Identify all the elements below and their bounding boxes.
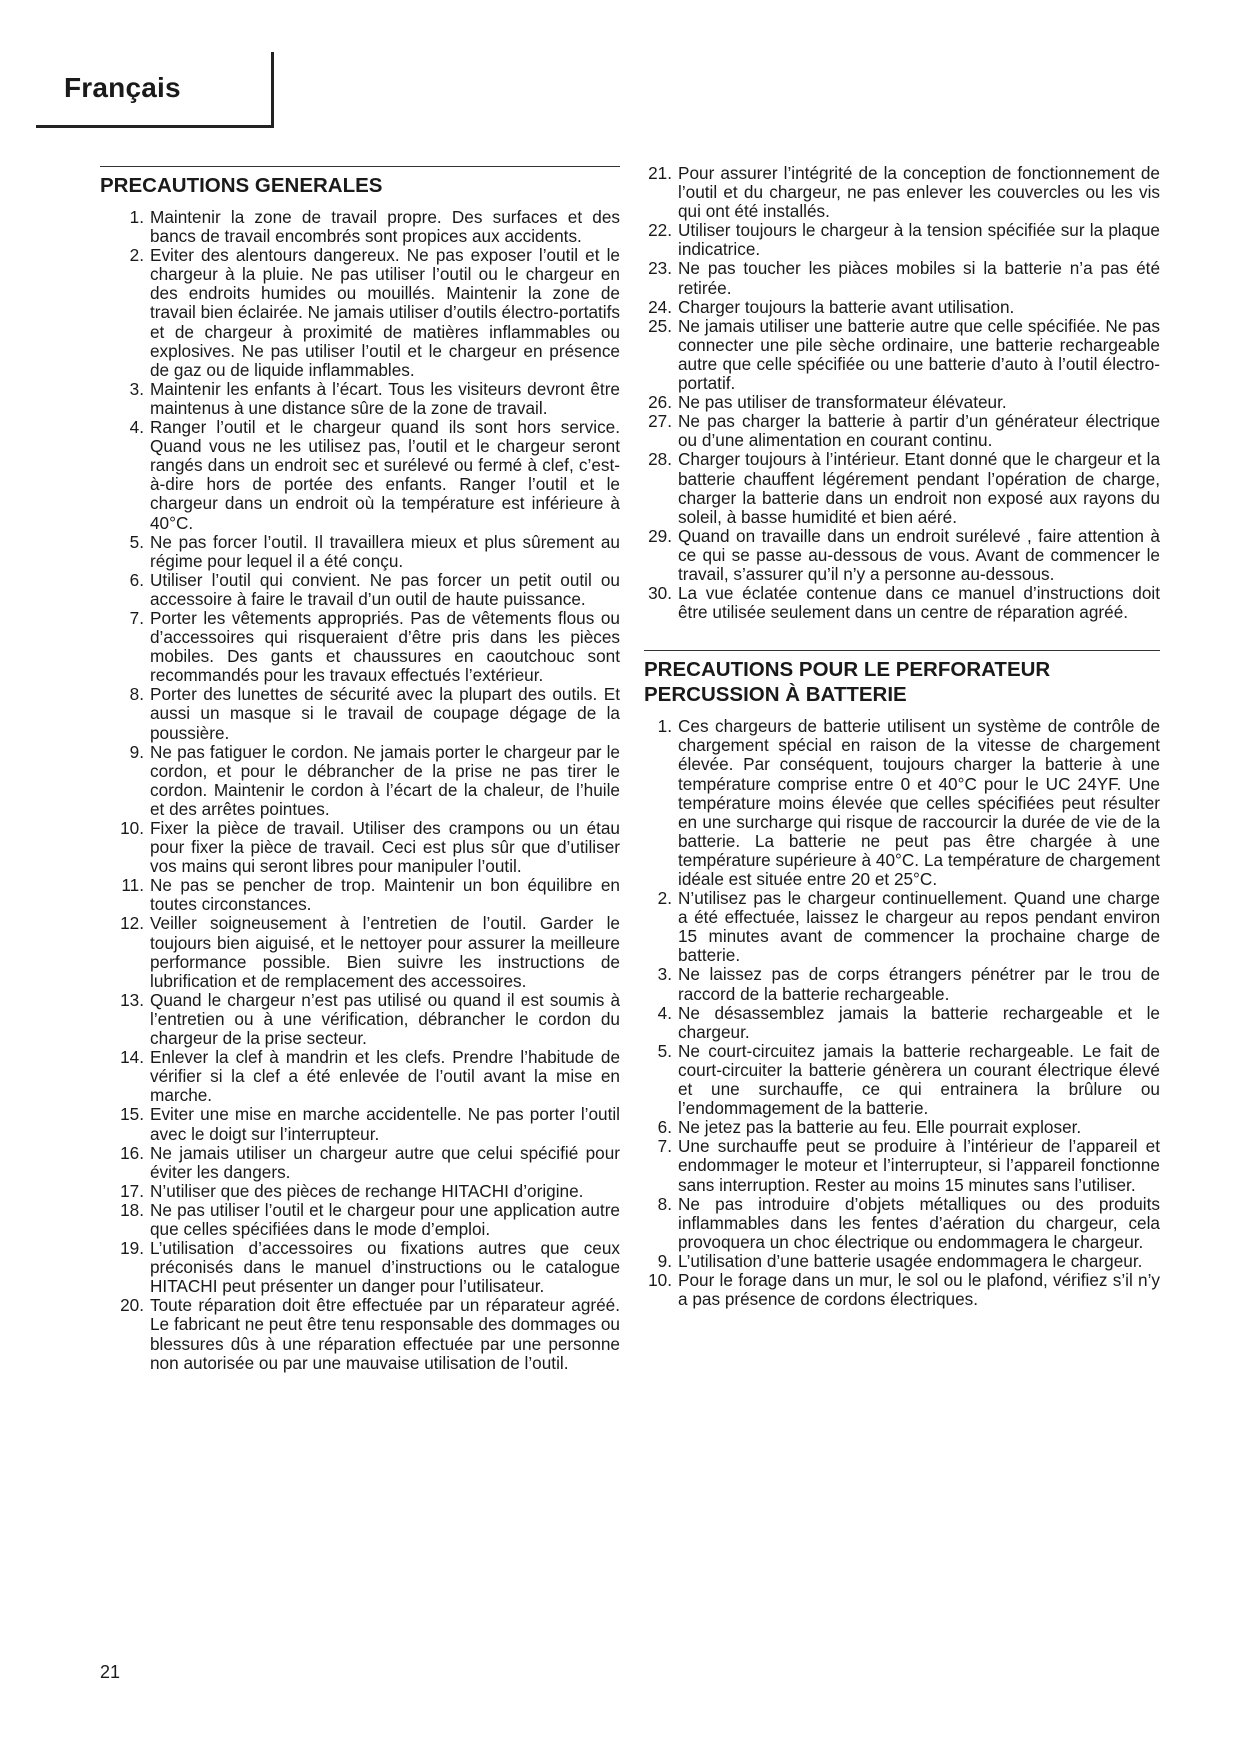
item-text: Utiliser toujours le chargeur à la tension spécifiée sur la plaque indicatrice. bbox=[678, 220, 1160, 260]
item-text: Ne jamais utiliser une batterie autre que celle spécifiée. Ne pas connecter une pile sèche ordinaire, une batterie rechargeable autre que celle spécifiée ou une batterie d’auto à l’outil électro- portatif. bbox=[678, 315, 1160, 394]
item-number: 29. bbox=[648, 525, 672, 546]
item-text: Ne jamais utiliser un chargeur autre que celui spécifié pour éviter les dangers. bbox=[150, 1142, 620, 1182]
item-text: Quand on travaille dans un endroit surélevé , faire attention à ce qui se passe au-dessous de vous. Avant de commencer le travail, s’assurer qu’il n’y a personne au-dessous. bbox=[678, 525, 1160, 584]
item-text: Pour le forage dans un mur, le sol ou le plafond, vérifiez s’il n’y a pas présence de cordons électriques. bbox=[678, 1269, 1160, 1310]
item-text: Ranger l’outil et le chargeur quand ils sont hors service. Quand vous ne les utilisez pas, l’outil et le chargeur seront rangés dans un endroit sec et surélevé ou fermé à clef, c’est-à-dire hors de portée des enfants. Ranger l’outil et le chargeur dans un endroit où la température est inférieure à 40°C. bbox=[150, 417, 620, 533]
list-item bbox=[100, 685, 620, 742]
item-number: 3. bbox=[657, 964, 672, 985]
item-text: Porter les vêtements appropriés. Pas de vêtements flous ou d’accessoires qui risqueraient d’être pris dans les pièces mobiles. Des gants et chaussures en caoutchouc sont recommandés pour les travaux effectués l’extérieur. bbox=[150, 607, 620, 686]
general-precautions-list bbox=[100, 208, 620, 1373]
item-number: 4. bbox=[129, 417, 144, 438]
item-text: Pour assurer l’intégrité de la conception de fonctionnement de l’outil et du chargeur, ne pas enlever les couvercles ou les vis qui ont été installés. bbox=[678, 163, 1160, 222]
item-text: Utiliser l’outil qui convient. Ne pas forcer un petit outil ou accessoire à faire le travail d’un outil de haute puissance. bbox=[150, 569, 620, 609]
item-number: 5. bbox=[129, 531, 144, 552]
item-number: 7. bbox=[129, 607, 144, 628]
list-item bbox=[644, 1137, 1160, 1194]
list-item bbox=[644, 259, 1160, 297]
item-number: 16. bbox=[120, 1142, 144, 1163]
item-text: Toute réparation doit être effectuée par un réparateur agréé. Le fabricant ne peut être tenu responsable des dommages ou blessures dûs à une réparation effectuée par une personne non autorisée ou par une mauvaise utilisation de l’outil. bbox=[150, 1295, 620, 1373]
item-text: Ne pas toucher les piàces mobiles si la batterie n’a pas été retirée. bbox=[678, 258, 1160, 298]
list-item bbox=[100, 1048, 620, 1105]
item-text: Ne laissez pas de corps étrangers pénétrer par le trou de raccord de la batterie rechargeable. bbox=[678, 964, 1160, 1004]
item-text: Porter des lunettes de sécurité avec la plupart des outils. Et aussi un masque si le travail de coupage dégage de la poussière. bbox=[150, 684, 620, 743]
item-text: Fixer la pièce de travail. Utiliser des crampons ou un étau pour fixer la pièce de travail. Ceci est plus sûr que d’utiliser vos mains qui seront libres pour manipuler l’outil. bbox=[150, 818, 620, 877]
item-text: Ne pas fatiguer le cordon. Ne jamais porter le chargeur par le cordon, et pour le débrancher de la prise ne pas tirer le cordon. Maintenir le cordon à l’écart de la chaleur, de l’huile et des arrêtes pointues. bbox=[150, 741, 620, 819]
list-item bbox=[644, 412, 1160, 450]
item-number: 9. bbox=[657, 1250, 672, 1271]
list-item bbox=[644, 298, 1160, 317]
section-title-general: PRECAUTIONS GENERALES bbox=[100, 166, 620, 198]
item-number: 1. bbox=[657, 716, 672, 737]
item-text: N’utiliser que des pièces de rechange HITACHI d’origine. bbox=[150, 1180, 584, 1201]
item-number: 13. bbox=[120, 989, 144, 1010]
item-text: Ne court-circuitez jamais la batterie rechargeable. Le fait de court-circuiter la batterie génèrera un courant électrique élevé et une surchauffe, ce qui entrainera la brûlure ou l’endommagement de la batterie. bbox=[678, 1040, 1160, 1119]
item-number: 1. bbox=[129, 207, 144, 227]
left-column bbox=[100, 166, 620, 1373]
list-item bbox=[100, 533, 620, 571]
item-text: Enlever la clef à mandrin et les clefs. Prendre l’habitude de vérifier si la clef a été enlevée de l’outil avant la mise en marche. bbox=[150, 1047, 620, 1106]
item-text: Charger toujours à l’intérieur. Etant donné que le chargeur et la batterie chauffent légérement pendant l’opération de charge, charger la batterie dans un endroit non exposé aux rayons du soleil, à basse humidité et bien aéré. bbox=[678, 449, 1160, 527]
list-item bbox=[644, 317, 1160, 393]
item-text: L’utilisation d’une batterie usagée endommagera le chargeur. bbox=[678, 1250, 1143, 1271]
list-item bbox=[644, 393, 1160, 412]
item-number: 15. bbox=[120, 1104, 144, 1125]
item-text: Ne pas utiliser l’outil et le chargeur pour une application autre que celles spécifiées dans le mode d’emploi. bbox=[150, 1199, 620, 1239]
item-number: 8. bbox=[129, 684, 144, 705]
item-number: 10. bbox=[648, 1269, 672, 1290]
item-text: Une surchauffe peut se produire à l’intérieur de l’appareil et endommager le moteur et l’interrupteur, si l’appareil fonctionne sans interruption. Rester au moins 15 minutes sans l’utiliser. bbox=[678, 1136, 1160, 1195]
item-number: 7. bbox=[657, 1136, 672, 1157]
list-item bbox=[100, 819, 620, 876]
drill-precautions-list bbox=[644, 717, 1160, 1309]
item-text: Quand le chargeur n’est pas utilisé ou quand il est soumis à l’entretien ou à une vérification, débrancher le cordon du chargeur de la prise secteur. bbox=[150, 989, 620, 1049]
list-item bbox=[100, 1182, 620, 1201]
item-number: 17. bbox=[120, 1180, 144, 1201]
item-text: La vue éclatée contenue dans ce manuel d’instructions doit être utilisée seulement dans un centre de réparation agréé. bbox=[678, 583, 1160, 623]
section-title-drill bbox=[644, 650, 1160, 707]
list-item bbox=[644, 1195, 1160, 1252]
item-number: 19. bbox=[120, 1238, 144, 1259]
item-number: 14. bbox=[120, 1047, 144, 1068]
item-number: 5. bbox=[657, 1040, 672, 1061]
list-item bbox=[100, 743, 620, 819]
list-item bbox=[100, 876, 620, 914]
language-title: Français bbox=[64, 72, 181, 103]
general-precautions-list-continued bbox=[644, 164, 1160, 622]
item-number: 6. bbox=[657, 1117, 672, 1138]
item-text: L’utilisation d’accessoires ou fixations autres que ceux préconisés dans le manuel d’instructions ou le catalogue HITACHI peut présenter un danger pour l’utilisateur. bbox=[150, 1238, 620, 1297]
list-item bbox=[100, 609, 620, 685]
list-item bbox=[100, 1144, 620, 1182]
list-item bbox=[644, 965, 1160, 1003]
item-text: Ne pas utiliser de transformateur élévateur. bbox=[678, 392, 1007, 413]
list-item bbox=[100, 380, 620, 418]
list-item bbox=[644, 1004, 1160, 1042]
item-number: 25. bbox=[648, 315, 672, 336]
list-item bbox=[644, 889, 1160, 965]
item-number: 2. bbox=[129, 245, 144, 266]
item-number: 22. bbox=[648, 220, 672, 241]
item-text: Ne pas charger la batterie à partir d’un générateur électrique ou d’une alimentation en courant continu. bbox=[678, 411, 1160, 451]
right-column bbox=[644, 164, 1160, 1309]
section-spacer bbox=[644, 622, 1160, 650]
list-item bbox=[100, 246, 620, 380]
list-item bbox=[644, 1252, 1160, 1271]
item-text: Maintenir les enfants à l’écart. Tous les visiteurs devront être maintenus à une distance sûre de la zone de travail. bbox=[150, 378, 620, 418]
item-text: Ne pas introduire d’objets métalliques ou des produits inflammables dans les fentes d’aération du chargeur, cela provoquera un choc électrique ou endommagera le chargeur. bbox=[678, 1193, 1160, 1252]
list-item bbox=[644, 450, 1160, 526]
list-item bbox=[100, 208, 620, 246]
item-text: N’utilisez pas le chargeur continuellement. Quand une charge a été effectuée, laissez le chargeur au repos pendant environ 15 minutes avant de commencer la prochaine charge de batterie. bbox=[678, 888, 1160, 966]
item-text: Eviter des alentours dangereux. Ne pas exposer l’outil et le chargeur à la pluie. Ne pas utiliser l’outil ou le chargeur en des endroits humides ou mouillés. Maintenir la zone de travail bien éclairée. Ne jamais utiliser d’outils électro-portatifs et de chargeur à proximité de matières inflammables ou explosives. Ne pas utiliser l’outil et le chargeur en présence de gaz ou de liquide inflammables. bbox=[150, 245, 620, 380]
list-item bbox=[100, 1105, 620, 1143]
item-number: 28. bbox=[648, 449, 672, 470]
list-item bbox=[644, 1042, 1160, 1118]
section-title-line: PRECAUTIONS POUR LE PERFORATEUR bbox=[644, 658, 1051, 682]
item-number: 27. bbox=[648, 411, 672, 432]
item-number: 12. bbox=[120, 913, 144, 934]
page-number: 21 bbox=[100, 1662, 121, 1682]
item-number: 4. bbox=[657, 1002, 672, 1023]
list-item bbox=[100, 914, 620, 990]
item-number: 20. bbox=[120, 1295, 144, 1316]
item-text: Charger toujours la batterie avant utilisation. bbox=[678, 296, 1015, 317]
list-item bbox=[644, 1271, 1160, 1309]
item-number: 3. bbox=[129, 378, 144, 399]
list-item bbox=[100, 1296, 620, 1372]
list-item bbox=[644, 1118, 1160, 1137]
section-title-line: PERCUSSION À BATTERIE bbox=[644, 683, 907, 707]
item-text: Ne jetez pas la batterie au feu. Elle pourrait exploser. bbox=[678, 1117, 1082, 1138]
list-item bbox=[100, 418, 620, 533]
list-item bbox=[644, 584, 1160, 622]
item-number: 10. bbox=[120, 818, 144, 838]
item-number: 26. bbox=[648, 392, 672, 413]
item-number: 30. bbox=[648, 583, 672, 604]
item-number: 6. bbox=[129, 569, 144, 590]
item-text: Maintenir la zone de travail propre. Des surfaces et des bancs de travail encombrés sont propices aux accidents. bbox=[150, 207, 620, 247]
item-text: Veiller soigneusement à l’entretien de l’outil. Garder le toujours bien aiguisé, et le nettoyer pour assurer la meilleure performance possible. Bien suivre les instructions de lubrification et de remplacement des accessoires. bbox=[150, 913, 620, 991]
list-item bbox=[644, 221, 1160, 259]
item-text: Eviter une mise en marche accidentelle. Ne pas porter l’outil avec le doigt sur l’interrupteur. bbox=[150, 1104, 620, 1144]
item-text: Ces chargeurs de batterie utilisent un système de contrôle de chargement spécial en raison de la vitesse de chargement élevée. Par conséquent, toujours charger la batterie à une température comprise entre 0 et 40°C pour le UC 24YF. Une température moins élevée que celles spécifiées peut résulter en une surcharge qui risque de raccourcir la durée de vie de la batterie. La batterie ne peut pas être chargée à une température supérieure à 40°C. La température de chargement idéale est située entre 20 et 25°C. bbox=[678, 716, 1160, 889]
item-number: 9. bbox=[129, 741, 144, 762]
item-text: Ne pas se pencher de trop. Maintenir un bon équilibre en toutes circonstances. bbox=[150, 875, 620, 915]
list-item bbox=[644, 527, 1160, 584]
list-item bbox=[644, 717, 1160, 889]
list-item bbox=[100, 1201, 620, 1239]
item-number: 2. bbox=[657, 888, 672, 909]
item-number: 18. bbox=[120, 1199, 144, 1220]
list-item bbox=[100, 991, 620, 1048]
item-number: 11. bbox=[121, 875, 144, 896]
list-item bbox=[100, 1239, 620, 1296]
list-item bbox=[644, 164, 1160, 221]
item-text: Ne pas forcer l’outil. Il travaillera mieux et plus sûrement au régime pour lequel il a été conçu. bbox=[150, 531, 620, 571]
item-text: Ne désassemblez jamais la batterie rechargeable et le chargeur. bbox=[678, 1002, 1160, 1042]
item-number: 24. bbox=[648, 296, 672, 317]
item-number: 8. bbox=[657, 1193, 672, 1214]
item-number: 23. bbox=[648, 258, 672, 279]
list-item bbox=[100, 571, 620, 609]
item-number: 21. bbox=[648, 163, 672, 183]
